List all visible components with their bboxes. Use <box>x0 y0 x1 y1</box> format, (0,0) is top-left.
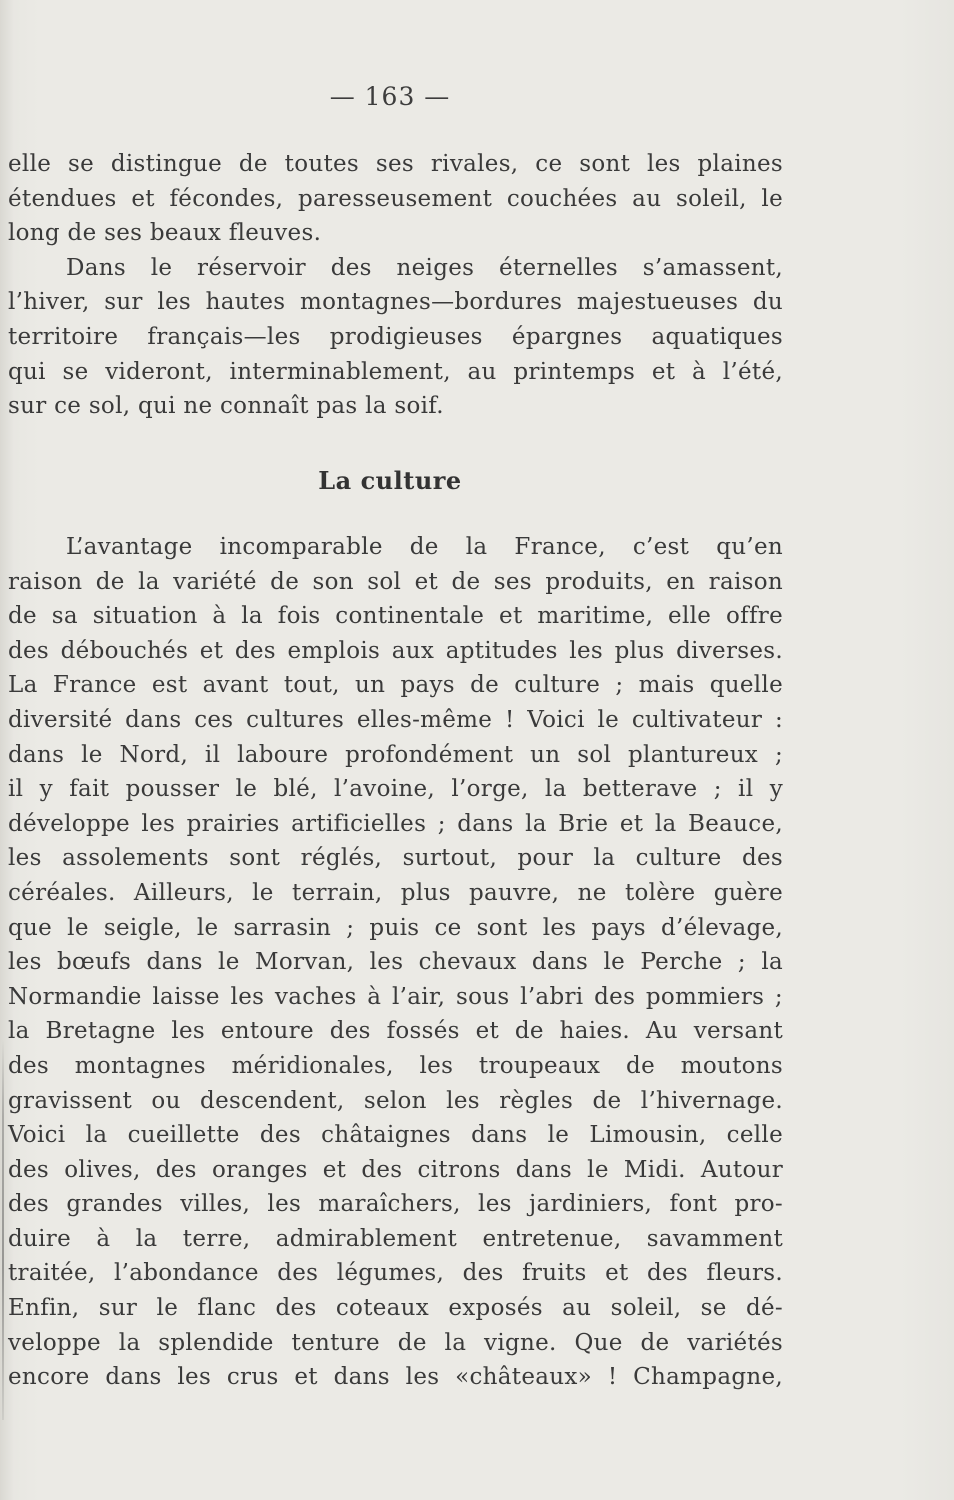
paragraph-1-line: étendues et fécondes, paresseusement couchées au soleil, le <box>8 185 783 212</box>
paragraph-3-line: dans le Nord, il laboure profondément un sol plantureux ; <box>8 741 783 768</box>
paragraph-3-line: encore dans les crus et dans les «châteaux» ! Champagne, <box>8 1364 783 1391</box>
paragraph-3-line: duire à la terre, admirablement entretenue, savamment <box>8 1225 783 1252</box>
paragraph-3-line: il y fait pousser le blé, l’avoine, l’orge, la betterave ; il y <box>8 776 783 803</box>
paragraph-3-line: L’avantage incomparable de la France, c’est qu’en <box>66 534 783 560</box>
paragraph-1-line: long de ses beaux fleuves. <box>8 220 322 247</box>
paragraph-3-line: Voici la cueillette des châtaignes dans le Limousin, celle <box>8 1122 783 1149</box>
paragraph-3-line: raison de la variété de son sol et de ses produits, en raison <box>8 568 783 595</box>
paragraph-3-line: traitée, l’abondance des légumes, des fruits et des fleurs. <box>8 1260 783 1287</box>
paragraph-3-line: des montagnes méridionales, les troupeaux de moutons <box>8 1052 783 1079</box>
paragraph-2-line: l’hiver, sur les hautes montagnes—bordures majestueuses du <box>8 289 783 316</box>
page-number: — 163 — <box>329 82 451 111</box>
paragraph-3-line: céréales. Ailleurs, le terrain, plus pauvre, ne tolère guère <box>8 879 783 906</box>
paragraph-3-line: gravissent ou descendent, selon les règles de l’hivernage. <box>8 1087 783 1114</box>
paragraph-3-line: les assolements sont réglés, surtout, pour la culture des <box>8 845 783 872</box>
paragraph-1-line: elle se distingue de toutes ses rivales, ce sont les plaines <box>8 151 783 177</box>
paragraph-2-line: Dans le réservoir des neiges éternelles s’amassent, <box>66 254 783 281</box>
body-text-section <box>8 530 783 1395</box>
paragraph-3-line: des olives, des oranges et des citrons dans le Midi. Autour <box>8 1156 783 1183</box>
paragraph-3-line: Normandie laisse les vaches à l’air, sous l’abri des pommiers ; <box>8 983 783 1010</box>
paragraph-2-line: qui se videront, interminablement, au printemps et à l’été, <box>8 358 783 385</box>
body-text-top <box>8 147 783 424</box>
paragraph-3-line: que le seigle, le sarrasin ; puis ce sont les pays d’élevage, <box>8 914 783 941</box>
paragraph-3-line: les bœufs dans le Morvan, les chevaux dans le Perche ; la <box>8 949 783 976</box>
paragraph-3-line: La France est avant tout, un pays de culture ; mais quelle <box>8 672 783 699</box>
paragraph-3-line: diversité dans ces cultures elles-même ! Voici le cultivateur : <box>8 706 783 733</box>
paragraph-2-line: territoire français—les prodigieuses épargnes aquatiques <box>8 323 783 350</box>
paragraph-3-line: développe les prairies artificielles ; dans la Brie et la Beauce, <box>8 810 783 837</box>
binding-edge-shadow <box>2 1040 4 1420</box>
paragraph-3-line: de sa situation à la fois continentale et maritime, elle offre <box>8 603 783 630</box>
paragraph-3-line: des grandes villes, les maraîchers, les jardiniers, font pro- <box>8 1191 783 1218</box>
paragraph-3-line: Enfin, sur le flanc des coteaux exposés au soleil, se dé- <box>8 1295 783 1322</box>
section-heading: La culture <box>318 466 462 495</box>
paragraph-2-line: sur ce sol, qui ne connaît pas la soif. <box>8 393 444 420</box>
paragraph-3-line: des débouchés et des emplois aux aptitudes les plus diverses. <box>8 637 783 664</box>
paragraph-3-line: la Bretagne les entoure des fossés et de haies. Au versant <box>8 1018 783 1045</box>
paragraph-3-line: veloppe la splendide tenture de la vigne. Que de variétés <box>8 1329 783 1356</box>
